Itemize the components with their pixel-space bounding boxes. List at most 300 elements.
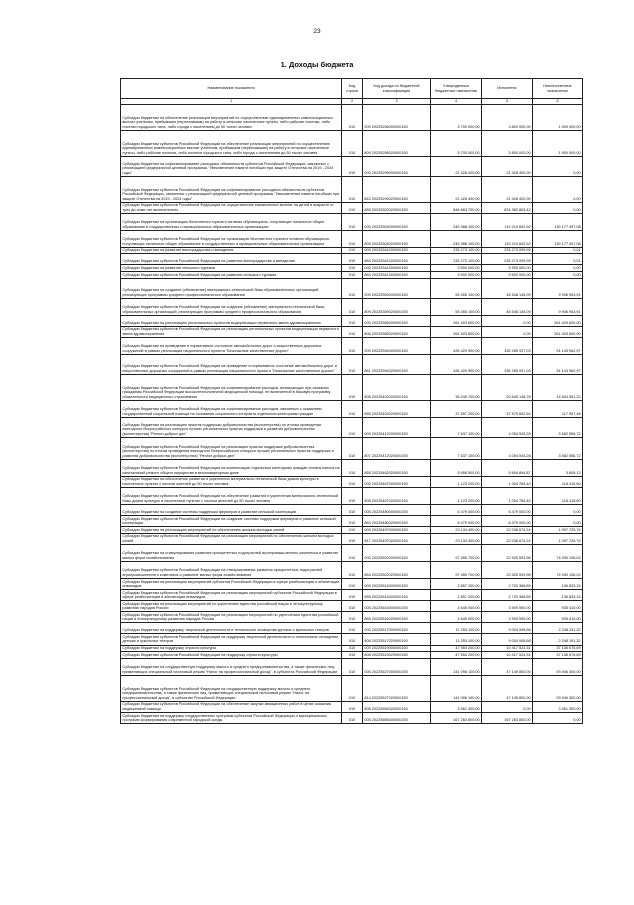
table-row	[121, 578, 583, 589]
row-name: Субсидии бюджетам на приведение в нормативное состояние автомобильных дорог и искусственных дорожных сооружений в рамках реализации национального проекта "Безопасные качественные дороги"	[121, 337, 342, 354]
row-line-code: 010	[342, 712, 363, 723]
row-unexecuted: 14 604 551,22	[533, 374, 583, 400]
table-row	[121, 104, 583, 130]
row-name: Субсидии бюджетам на развитие виноградарства и виноделия	[121, 247, 342, 254]
row-approved: 21 428 400,00	[431, 156, 482, 176]
row-name: Субсидии бюджетам субъектов Российской Федерации на реализацию региональных проектов модернизации первичного звена здравоохранения	[121, 326, 342, 337]
row-executed: 9 004 908,68	[482, 623, 533, 634]
row-name: Субсидии бюджетам на софинансирование расходных обязательств субъектов Российской Федерации, связанных с реализацией федеральной целевой программы "Увековечение памяти погибших при защите Отечества на 2019 - 2024 годы"	[121, 156, 342, 176]
row-executed: 3 800 000,00	[482, 104, 533, 130]
row-unexecuted: 1 097 725,76	[533, 527, 583, 534]
row-unexecuted: 1 900 000,00	[533, 104, 583, 130]
row-line-code: 010	[342, 612, 363, 623]
row-executed: 9 004 908,68	[482, 634, 533, 645]
column-header: Код строки	[342, 79, 363, 99]
row-revenue-code: 817 20225497020000150	[363, 533, 431, 544]
row-executed: 21 428 400,00	[482, 156, 533, 176]
row-revenue-code: 855 20225404020000150	[363, 400, 431, 417]
row-unexecuted: 0,00	[533, 712, 583, 723]
row-approved: 5 700 000,00	[431, 130, 482, 156]
column-header: Код дохода по бюджетной классификации	[363, 79, 431, 99]
table-row	[121, 561, 583, 578]
row-unexecuted: 0,01	[533, 254, 583, 265]
row-line-code: 010	[342, 130, 363, 156]
row-executed: 6 479 000,00	[482, 516, 533, 527]
row-unexecuted: 3 582 556,72	[533, 417, 583, 437]
row-revenue-code: 809 20225359020000150	[363, 298, 431, 315]
row-name: Субсидии бюджетам на реализацию региональных проектов модернизации первичного звена здравоохранения	[121, 315, 342, 326]
row-name: Субсидии бюджетам на стимулирование развития приоритетных подотраслей агропромышленного комплекса и развитие малых форм хозяйствования	[121, 544, 342, 561]
row-approved: 261 403 600,00	[431, 326, 482, 337]
section-heading: 1. Доходы бюджета	[280, 60, 354, 69]
row-revenue-code: 000 20225555000000150	[363, 712, 431, 723]
row-revenue-code: 865 20225516020000150	[363, 612, 431, 623]
row-line-code: 010	[342, 634, 363, 645]
column-number: 3	[363, 99, 431, 104]
table-row	[121, 658, 583, 675]
row-revenue-code: 000 20225467000000150	[363, 476, 431, 487]
row-line-code: 010	[342, 476, 363, 487]
row-approved: 9 500 000,00	[431, 272, 482, 279]
column-header: Наименование показателя	[121, 79, 342, 99]
column-header: Утвержденные бюджетные назначения	[431, 79, 482, 99]
row-approved: 1 123 200,00	[431, 488, 482, 505]
row-name: Субсидии бюджетам на реализацию мероприятий по обеспечению жильем молодых семей	[121, 527, 342, 534]
row-unexecuted: 93 946 300,00	[533, 675, 583, 701]
row-line-code: 010	[342, 265, 363, 272]
row-approved: 37 697 200,00	[431, 400, 482, 417]
row-approved: 35 249 700,00	[431, 374, 482, 400]
row-line-code: 010	[342, 326, 363, 337]
row-executed: 46 548 145,09	[482, 278, 533, 298]
row-unexecuted: 0,00	[533, 265, 583, 272]
row-name: Субсидии бюджетам на поддержку творческой деятельности и техническое оснащение детских и кукольных театров	[121, 623, 342, 634]
row-executed: 335 285 937,03	[482, 354, 533, 374]
row-approved: 11 253 100,00	[431, 634, 482, 645]
row-executed: 0,00	[482, 315, 533, 326]
row-name: Субсидии бюджетам субъектов Российской Федерации на приведение в нормативное состояние автомобильных дорог и искусственных дорожных сооружений в рамках реализации национального проекта "Безопасные качественные дороги"	[121, 354, 342, 374]
row-approved: 4 645 000,00	[431, 612, 482, 623]
row-line-code: 010	[342, 337, 363, 354]
row-revenue-code: 000 20225359000000150	[363, 278, 431, 298]
row-revenue-code: 000 20225365000000150	[363, 315, 431, 326]
row-approved: 2 857 200,00	[431, 590, 482, 601]
row-revenue-code: 000 20225527000000150	[363, 658, 431, 675]
row-unexecuted: 91 143 962,97	[533, 354, 583, 374]
column-header: Неисполненные назначения	[533, 79, 583, 99]
row-revenue-code: 000 20225341000000150	[363, 247, 431, 254]
row-name: Субсидии бюджетам субъектов Российской Федерации на компенсацию отдельным категориям граждан оплаты взноса на капитальный ремонт общего имущества в многоквартирном доме	[121, 459, 342, 476]
row-name: Субсидии бюджетам на поддержку отрасли культуры	[121, 645, 342, 652]
row-name: Субсидии бюджетам субъектов Российской Федерации на обеспечение закупки авиационных работ в целях оказания медицинской помощи	[121, 701, 342, 712]
row-name: Субсидии бюджетам субъектов Российской Федерации на развитие виноградарства и виноделия	[121, 254, 342, 265]
row-approved: 249 388 100,00	[431, 213, 482, 230]
row-approved: 6 479 000,00	[431, 516, 482, 527]
row-line-code: 010	[342, 590, 363, 601]
table-row	[121, 505, 583, 516]
row-executed: 10 417 524,31	[482, 652, 533, 659]
row-name: Субсидии бюджетам субъектов Российской Федерации на создание (обновление) материально-технической базы образовательных организаций, реализующих программы среднего профессионального образования	[121, 298, 342, 315]
row-revenue-code: 842 20225299020000150	[363, 176, 431, 202]
table-row	[121, 601, 583, 612]
row-revenue-code: 000 20225502000000150	[363, 544, 431, 561]
table-row	[121, 272, 583, 279]
row-unexecuted: 0,00	[533, 202, 583, 213]
row-approved: 47 554 200,00	[431, 645, 482, 652]
row-line-code: 010	[342, 516, 363, 527]
row-approved: 11 253 100,00	[431, 623, 482, 634]
column-number: 2	[342, 99, 363, 104]
row-name: Субсидии бюджетам субъектов Российской Федерации на реализацию мероприятий субъектов Российской Федерации в сфере реабилитации и абилитации инвалидов	[121, 590, 342, 601]
row-unexecuted: 261 403 600,00	[533, 326, 583, 337]
row-executed: 119 210 602,92	[482, 213, 533, 230]
row-approved: 7 637 100,00	[431, 437, 482, 459]
row-unexecuted: 935 410,00	[533, 612, 583, 623]
row-line-code: 010	[342, 601, 363, 612]
row-unexecuted: 0,00	[533, 516, 583, 527]
row-executed: 22 525 593,98	[482, 561, 533, 578]
row-line-code: 010	[342, 578, 363, 589]
row-executed: 9 500 000,00	[482, 272, 533, 279]
table-row	[121, 254, 583, 265]
row-line-code: 010	[342, 354, 363, 374]
row-unexecuted: 1 900 000,00	[533, 130, 583, 156]
table-row	[121, 459, 583, 476]
row-name: Субсидии бюджетам субъектов Российской Федерации на реализацию практик поддержки добровольчества (волонтерства) по итогам проведения ежегодного Всероссийского конкурса лучших региональных практик поддержки и развития добровольчества (волонтерства) "Регион добрых дел"	[121, 437, 342, 459]
row-executed: 3 909 590,00	[482, 601, 533, 612]
table-row	[121, 354, 583, 374]
row-line-code: 010	[342, 417, 363, 437]
row-revenue-code: 806 20225554020000150	[363, 701, 431, 712]
row-executed: 22 036 674,24	[482, 533, 533, 544]
row-line-code: 010	[342, 701, 363, 712]
row-unexecuted: 130 177 497,08	[533, 213, 583, 230]
table-row	[121, 623, 583, 634]
row-executed: 5 654 894,87	[482, 459, 533, 476]
row-line-code: 010	[342, 561, 363, 578]
table-row	[121, 315, 583, 326]
row-name: Субсидии бюджетам на реализацию практик поддержки добровольчества (волонтерства) по итогам проведения ежегодного Всероссийского конкурса лучших региональных практик поддержки и развития добровольчества (волонтерства) "Регион добрых дел"	[121, 417, 342, 437]
row-executed: 0,00	[482, 701, 533, 712]
row-approved: 848 663 700,00	[431, 202, 482, 213]
table-body	[121, 104, 583, 723]
row-name: Субсидии бюджетам субъектов Российской Федерации на организацию бесплатного горячего питания обучающихся, получающих начальное общее образование в государственных и муниципальных образовательных организациях	[121, 230, 342, 247]
row-line-code: 010	[342, 544, 363, 561]
row-unexecuted: 136 833,15	[533, 578, 583, 589]
row-executed: 10 417 524,31	[482, 645, 533, 652]
row-unexecuted: 136 833,15	[533, 590, 583, 601]
row-executed: 22 525 593,98	[482, 544, 533, 561]
row-unexecuted: 37 136 675,69	[533, 645, 583, 652]
row-approved: 23 134 400,00	[431, 527, 482, 534]
table-row	[121, 374, 583, 400]
row-executed: 47 149 800,00	[482, 658, 533, 675]
row-approved: 55 455 100,00	[431, 278, 482, 298]
table-row	[121, 265, 583, 272]
row-executed: 9 500 000,00	[482, 265, 533, 272]
column-number: 6	[533, 99, 583, 104]
row-revenue-code: 808 20225517020000150	[363, 634, 431, 645]
row-executed: 2 720 366,85	[482, 590, 533, 601]
row-executed: 233 273 099,99	[482, 247, 533, 254]
row-name: Субсидии бюджетам субъектов Российской Федерации на софинансирование расходов, связанных с оказанием государственной социальной помощи на основании социального контракта отдельным категориям граждан	[121, 400, 342, 417]
row-unexecuted: 0,00	[533, 505, 583, 516]
row-unexecuted: 261 403 600,00	[533, 315, 583, 326]
table-row	[121, 533, 583, 544]
row-name: Субсидии бюджетам на обеспечение развития и укрепления материально-технической базы домов культуры в населенных пунктах с числом жителей до 50 тысяч человек	[121, 476, 342, 487]
row-revenue-code: 000 20225517000000150	[363, 623, 431, 634]
table-row	[121, 278, 583, 298]
row-line-code: 010	[342, 272, 363, 279]
row-approved: 5 700 000,00	[431, 104, 482, 130]
row-revenue-code: 806 20225365020000150	[363, 326, 431, 337]
row-name: Субсидии бюджетам субъектов Российской Федерации на софинансирование расходов, возникающих при оказании гражданам Российской Федерации высокотехнологичной медицинской помощи, не включенной в базовую программу обязательного медицинского страхования	[121, 374, 342, 400]
row-line-code: 010	[342, 533, 363, 544]
row-executed: 167 263 800,00	[482, 712, 533, 723]
row-line-code: 010	[342, 675, 363, 701]
row-executed: 20 645 148,78	[482, 374, 533, 400]
row-name: Субсидии бюджетам субъектов Российской Федерации на поддержку творческой деятельности и техническое оснащение детских и кукольных театров	[121, 634, 342, 645]
row-executed: 1 004 784,40	[482, 476, 533, 487]
row-revenue-code: 000 20225341300000150	[363, 265, 431, 272]
row-revenue-code: 864 20225341020000150	[363, 254, 431, 265]
row-executed: 3 800 000,00	[482, 130, 533, 156]
row-line-code: 010	[342, 645, 363, 652]
row-line-code: 010	[342, 156, 363, 176]
table-row	[121, 645, 583, 652]
row-line-code: 010	[342, 658, 363, 675]
row-name: Субсидии бюджетам субъектов Российской Федерации на обеспечение развития и укрепления материально-технической базы домов культуры в населенных пунктах с числом жителей до 50 тысяч человек	[121, 488, 342, 505]
row-approved: 167 263 800,00	[431, 712, 482, 723]
column-number: 1	[121, 99, 342, 104]
row-unexecuted: 0,00	[533, 156, 583, 176]
row-executed: 233 273 099,99	[482, 254, 533, 265]
row-approved: 23 134 400,00	[431, 533, 482, 544]
row-revenue-code: 864 20225502020000150	[363, 561, 431, 578]
table-row	[121, 230, 583, 247]
table-row	[121, 544, 583, 561]
row-line-code: 010	[342, 437, 363, 459]
row-name: Субсидии бюджетам субъектов Российской Федерации на реализацию мероприятий по укреплению единства российской нации и этнокультурному развитию народов России	[121, 612, 342, 623]
row-approved: 426 429 900,00	[431, 337, 482, 354]
row-approved: 2 857 200,00	[431, 578, 482, 589]
row-unexecuted: 93 946 300,00	[533, 658, 583, 675]
row-revenue-code: 808 20225467020000150	[363, 488, 431, 505]
row-revenue-code: 861 20225394020000150	[363, 354, 431, 374]
row-revenue-code: 814 20225527020000150	[363, 675, 431, 701]
row-line-code: 010	[342, 315, 363, 326]
table-row	[121, 712, 583, 723]
row-executed: 6 479 000,00	[482, 505, 533, 516]
row-approved: 97 455 700,00	[431, 561, 482, 578]
row-revenue-code: 855 20225462020000150	[363, 459, 431, 476]
table-row	[121, 476, 583, 487]
row-approved: 6 479 000,00	[431, 505, 482, 516]
row-name: Субсидии бюджетам на обеспечение реализации мероприятий по осуществлению единовременных компенсационных выплат учителям, прибывшим (переехавшим) на работу в сельские населенные пункты, либо рабочие поселки, либо поселки городского типа, либо города с населением до 50 тысяч человек	[121, 104, 342, 130]
row-executed: 824 982 863,42	[482, 202, 533, 213]
row-approved: 21 428 400,00	[431, 176, 482, 202]
row-unexecuted: 37 136 675,69	[533, 652, 583, 659]
row-name: Субсидии бюджетам на организацию бесплатного горячего питания обучающихся, получающих начальное общее образование в государственных и муниципальных образовательных организациях	[121, 213, 342, 230]
row-revenue-code: 000 20225516000000150	[363, 601, 431, 612]
column-number: 5	[482, 99, 533, 104]
row-line-code: 010	[342, 527, 363, 534]
row-approved: 426 429 900,00	[431, 354, 482, 374]
row-line-code: 010	[342, 652, 363, 659]
row-line-code: 010	[342, 247, 363, 254]
row-line-code: 010	[342, 623, 363, 634]
row-approved: 249 388 100,00	[431, 230, 482, 247]
row-unexecuted: 1 097 725,76	[533, 533, 583, 544]
row-unexecuted: 2 248 191,32	[533, 634, 583, 645]
row-revenue-code: 806 20225402020000150	[363, 374, 431, 400]
row-revenue-code: 807 20225412020000150	[363, 437, 431, 459]
table-row	[121, 400, 583, 417]
row-executed: 21 428 400,00	[482, 176, 533, 202]
row-unexecuted: 117 597,48	[533, 400, 583, 417]
row-line-code: 010	[342, 202, 363, 213]
row-unexecuted: 118 415,60	[533, 476, 583, 487]
row-unexecuted: 74 930 106,02	[533, 561, 583, 578]
row-approved: 233 273 100,00	[431, 254, 482, 265]
row-revenue-code: 000 20225480000000150	[363, 505, 431, 516]
table-row	[121, 652, 583, 659]
row-name: Субсидии бюджетам субъектов Российской Федерации на софинансирование расходных обязательств субъектов Российской Федерации, связанных с реализацией федеральной целевой программы "Увековечение памяти погибших при защите Отечества на 2019 - 2024 годы"	[121, 176, 342, 202]
table-row	[121, 590, 583, 601]
row-unexecuted: 9 906 953,91	[533, 278, 583, 298]
row-unexecuted: 0,00	[533, 272, 583, 279]
row-executed: 4 054 543,28	[482, 417, 533, 437]
row-approved: 7 637 100,00	[431, 417, 482, 437]
row-name: Субсидии бюджетам субъектов Российской Федерации на развитие сельского туризма	[121, 272, 342, 279]
row-revenue-code: 855 20225514020000150	[363, 590, 431, 601]
table-row	[121, 634, 583, 645]
row-unexecuted: 3 582 556,72	[533, 437, 583, 459]
table-row	[121, 156, 583, 176]
table-row	[121, 701, 583, 712]
row-revenue-code: 000 20225497000000150	[363, 527, 431, 534]
header-row	[121, 79, 583, 99]
row-executed: 3 909 590,00	[482, 612, 533, 623]
row-name: Субсидии бюджетам субъектов Российской Федерации на реализацию мероприятий по обеспечению жильем молодых семей	[121, 533, 342, 544]
row-name: Субсидии бюджетам субъектов Российской Федерации на осуществление ежемесячных выплат на детей в возрасте от трех до семи лет включительно	[121, 202, 342, 213]
row-unexecuted: 0,01	[533, 247, 583, 254]
row-executed: 335 285 937,03	[482, 337, 533, 354]
row-unexecuted: 2 248 191,32	[533, 623, 583, 634]
row-approved: 261 403 600,00	[431, 315, 482, 326]
row-name: Субсидии бюджетам субъектов Российской Федерации на государственную поддержку малого и среднего предпринимательства, а также физических лиц, применяющих специальный налоговый режим "Налог на профессиональный доход", в субъектах Российской Федерации	[121, 675, 342, 701]
table-row	[121, 130, 583, 156]
row-unexecuted: 9 906 953,91	[533, 298, 583, 315]
row-revenue-code: 808 20225519020000150	[363, 652, 431, 659]
row-approved: 9 500 000,00	[431, 265, 482, 272]
row-approved: 3 961 300,00	[431, 701, 482, 712]
row-revenue-code: 000 20225304000000150	[363, 213, 431, 230]
row-line-code: 010	[342, 505, 363, 516]
row-approved: 141 096 100,00	[431, 675, 482, 701]
table-row	[121, 488, 583, 505]
row-name: Субсидии бюджетам на реализацию мероприятий по укреплению единства российской нации и этнокультурному развитию народов России	[121, 601, 342, 612]
row-executed: 37 579 602,52	[482, 400, 533, 417]
row-revenue-code: 000 20225394000000150	[363, 337, 431, 354]
table-row	[121, 516, 583, 527]
row-revenue-code: 809 20225256020000150	[363, 130, 431, 156]
row-executed: 1 004 784,40	[482, 488, 533, 505]
row-name: Субсидии бюджетам субъектов Российской Федерации на создание системы поддержки фермеров и развитие сельской кооперации	[121, 516, 342, 527]
row-revenue-code: 864 20225341302000150	[363, 272, 431, 279]
table-row	[121, 176, 583, 202]
row-unexecuted: 130 177 497,08	[533, 230, 583, 247]
row-executed: 46 548 145,09	[482, 298, 533, 315]
row-unexecuted: 3 605,13	[533, 459, 583, 476]
row-line-code: 010	[342, 230, 363, 247]
table-row	[121, 612, 583, 623]
row-revenue-code: 000 20225412000000150	[363, 417, 431, 437]
page-number: 23	[313, 28, 321, 35]
row-executed: 2 720 366,85	[482, 578, 533, 589]
row-line-code: 010	[342, 488, 363, 505]
row-executed: 22 036 674,24	[482, 527, 533, 534]
row-revenue-code: 000 20225514000000150	[363, 578, 431, 589]
table-row	[121, 417, 583, 437]
row-name: Субсидии бюджетам на создание (обновление) материально-технической базы образовательных организаций, реализующих программы среднего профессионального образования	[121, 278, 342, 298]
row-line-code: 010	[342, 400, 363, 417]
row-name: Субсидии бюджетам на реализацию мероприятий субъектов Российской Федерации в сфере реабилитации и абилитации инвалидов	[121, 578, 342, 589]
row-executed: 4 054 543,28	[482, 437, 533, 459]
row-approved: 55 455 100,00	[431, 298, 482, 315]
row-executed: 47 149 800,00	[482, 675, 533, 701]
row-line-code: 010	[342, 176, 363, 202]
row-line-code: 010	[342, 213, 363, 230]
row-approved: 4 645 000,00	[431, 601, 482, 612]
row-approved: 141 096 100,00	[431, 658, 482, 675]
table-row	[121, 527, 583, 534]
row-executed: 119 210 602,92	[482, 230, 533, 247]
row-name: Субсидии бюджетам субъектов Российской Федерации на обеспечение реализации мероприятий по осуществлению единовременных компенсационных выплат учителям, прибывшим (переехавшим) на работу в сельские населенные пункты, либо рабочие поселки, либо поселки городского типа, либо города с населением до 50 тысяч человек	[121, 130, 342, 156]
row-unexecuted: 91 143 962,97	[533, 337, 583, 354]
row-name: Субсидии бюджетам на поддержку государственных программ субъектов Российской Федерации и муниципальных программ формирования современной городской среды	[121, 712, 342, 723]
row-line-code: 010	[342, 298, 363, 315]
table-row	[121, 437, 583, 459]
row-revenue-code: 000 20225519000000150	[363, 645, 431, 652]
row-approved: 1 123 200,00	[431, 476, 482, 487]
table-row	[121, 337, 583, 354]
row-unexecuted: 935 410,00	[533, 601, 583, 612]
row-revenue-code: 855 20225302020000150	[363, 202, 431, 213]
column-header: Исполнено	[482, 79, 533, 99]
row-unexecuted: 74 930 106,02	[533, 544, 583, 561]
row-approved: 5 658 500,00	[431, 459, 482, 476]
row-executed: 0,00	[482, 326, 533, 337]
table-row	[121, 247, 583, 254]
row-approved: 97 455 700,00	[431, 544, 482, 561]
row-name: Субсидии бюджетам на создание системы поддержки фермеров и развитие сельской кооперации	[121, 505, 342, 516]
row-line-code: 010	[342, 374, 363, 400]
row-name: Субсидии бюджетам на развитие сельского туризма	[121, 265, 342, 272]
row-revenue-code: 864 20225480020000150	[363, 516, 431, 527]
row-approved: 233 273 100,00	[431, 247, 482, 254]
row-unexecuted: 118 415,60	[533, 488, 583, 505]
table-row	[121, 213, 583, 230]
table-row	[121, 675, 583, 701]
row-line-code: 010	[342, 459, 363, 476]
row-name: Субсидии бюджетам субъектов Российской Федерации на поддержку отрасли культуры	[121, 652, 342, 659]
row-line-code: 010	[342, 278, 363, 298]
row-revenue-code: 000 20225299000000150	[363, 156, 431, 176]
row-revenue-code: 000 20225256000000150	[363, 104, 431, 130]
row-line-code: 010	[342, 254, 363, 265]
row-line-code: 010	[342, 104, 363, 130]
